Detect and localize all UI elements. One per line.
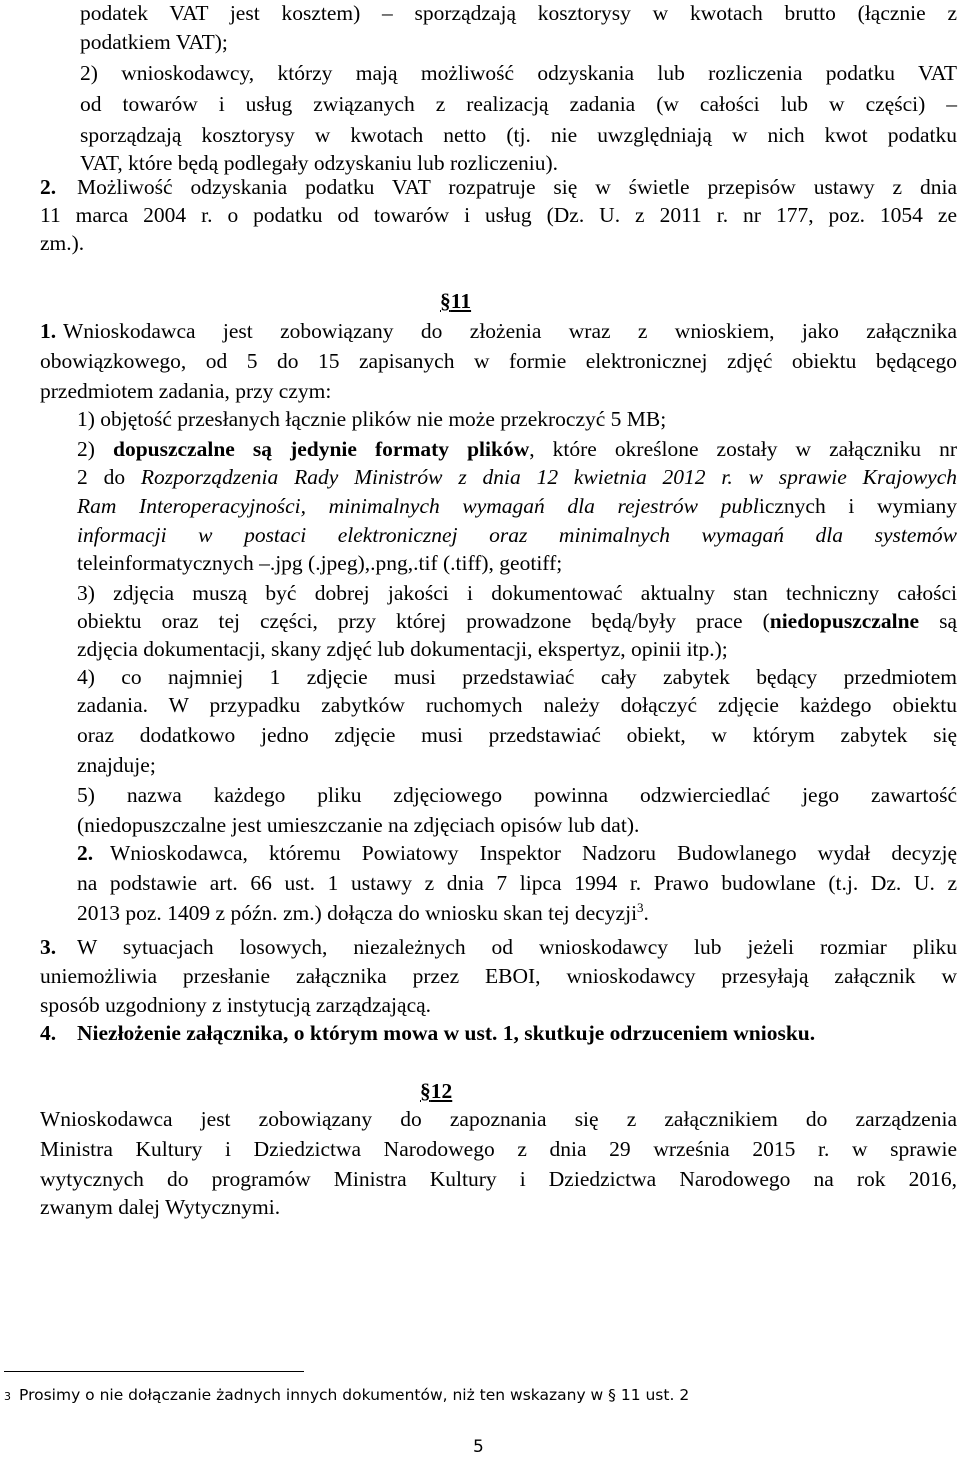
intro-p2-line-1: Możliwość odzyskania podatku VAT rozpatruje się w świetle przepisów ustawy z dnia (77, 175, 957, 199)
section-12-heading: §12 (420, 1079, 453, 1103)
s11-item-2-prefix: 2) (77, 437, 113, 461)
s11-p4-number: 4. (40, 1021, 57, 1045)
s11-p3-line-2: uniemożliwia przesłanie załącznika przez EBOI, wnioskodawcy przesyłają załącznik w (40, 964, 957, 988)
s11-item-2-l2-italic: Rozporządzenia Rady Ministrów z dnia 12 kwietnia 2012 r. w sprawie Krajowych (140, 465, 958, 489)
s11-p3-line-1: W sytuacjach losowych, niezależnych od wnioskodawcy lub jeżeli rozmiar pliku (77, 935, 957, 959)
s11-item-2-line-4: informacji w postaci elektronicznej oraz minimalnych wymagań dla systemów (77, 523, 957, 547)
intro-p2-number: 2. (40, 175, 57, 199)
footnote (4, 1384, 689, 1406)
footnote-ref-3: 3 (637, 900, 644, 915)
s11-item-3-l2-a: obiektu oraz tej części, przy której prowadzone będą/były prace ( (77, 609, 770, 633)
s11-p2-line-1: Wnioskodawca, któremu Powiatowy Inspektor Nadzoru Budowlanego wydał decyzję (110, 841, 957, 865)
s11-item-3-l2-c: są (919, 609, 957, 633)
page-number: 5 (473, 1437, 484, 1457)
s11-item-2-line-1 (77, 434, 957, 464)
intro-line-5: sporządzają kosztorysy w kwotach netto (tj. nie uwzględniają w nich kwot podatku (80, 123, 957, 147)
intro-p2-line-2: 11 marca 2004 r. o podatku od towarów i usług (Dz. U. z 2011 r. nr 177, poz. 1054 ze (40, 203, 957, 227)
s11-item-4-line-1: 4) co najmniej 1 zdjęcie musi przedstawiać cały zabytek będący przedmiotem (77, 665, 957, 689)
s12-line-2: Ministra Kultury i Dziedzictwa Narodowego z dnia 29 września 2015 r. w sprawie (40, 1137, 957, 1161)
footnote-text: Prosimy o nie dołączanie żadnych innych dokumentów, niż ten wskazany w § 11 ust. 2 (19, 1386, 690, 1404)
intro-line-1: podatek VAT jest kosztem) – sporządzają kosztorysy w kwotach brutto (łącznie z (80, 1, 957, 25)
intro-line-6: VAT, które będą podlegały odzyskaniu lub rozliczeniu). (80, 151, 559, 175)
intro-line-3: 2) wnioskodawcy, którzy mają możliwość odzyskania lub rozliczenia podatku VAT (80, 61, 957, 85)
footnote-mark: 3 (4, 1390, 11, 1403)
s11-item-3-line-1: 3) zdjęcia muszą być dobrej jakości i dokumentować aktualny stan techniczny całości (77, 581, 957, 605)
s11-item-4-line-4: znajduje; (77, 753, 156, 777)
s12-line-3: wytycznych do programów Ministra Kultury i Dziedzictwa Narodowego na rok 2016, (40, 1167, 957, 1191)
s11-item-2-line-5: teleinformatycznych –.jpg (.jpeg),.png,.tif (.tiff), geotiff; (77, 551, 563, 575)
s11-p3-number: 3. (40, 935, 57, 959)
s11-p1-line-3: przedmiotem zadania, przy czym: (40, 379, 332, 403)
s11-p2-line-2: na podstawie art. 66 ust. 1 ustawy z dnia 7 lipca 1994 r. Prawo budowlane (t.j. Dz. U. z (77, 871, 957, 895)
s11-p2-line-3-end: . (643, 901, 649, 925)
s11-item-3-line-3: zdjęcia dokumentacji, skany zdjęć lub dokumentacji, ekspertyz, opinii itp.); (77, 637, 728, 661)
s11-p1-line-1: Wnioskodawca jest zobowiązany do złożenia wraz z wnioskiem, jako załącznika (63, 319, 957, 343)
s11-item-2-line-3 (77, 491, 957, 521)
s11-p2-number: 2. (77, 841, 94, 865)
s11-item-1: 1) objętość przesłanych łącznie plików nie może przekroczyć 5 MB; (77, 407, 667, 431)
section-11-heading: §11 (440, 289, 472, 313)
s11-item-2-l3-rest: icznych i wymiany (758, 494, 957, 518)
s11-item-5-line-2: (niedopuszczalne jest umieszczanie na zdjęciach opisów lub dat). (77, 813, 640, 837)
intro-line-4: od towarów i usług związanych z realizacją zadania (w całości lub w części) – (80, 92, 957, 116)
s11-p1-number: 1. (40, 319, 57, 343)
s11-item-3-line-2 (77, 606, 957, 636)
s11-item-2-rest: , które określone zostały w załączniku nr (529, 437, 957, 461)
section-11-number: 11 (450, 289, 472, 313)
s11-item-4-line-3: oraz dodatkowo jedno zdjęcie musi przedstawiać obiekt, w którym zabytek się (77, 723, 957, 747)
s11-p2-line-3 (77, 898, 649, 928)
s11-item-5-line-1: 5) nazwa każdego pliku zdjęciowego powinna odzwierciedlać jego zawartość (77, 783, 957, 807)
s11-item-2-l3-italic: Ram Interoperacyjności, minimalnych wymagań dla rejestrów publ (77, 494, 759, 518)
s12-line-1: Wnioskodawca jest zobowiązany do zapoznania się z załącznikiem do zarządzenia (40, 1107, 957, 1131)
s11-item-2-l2-prefix: 2 do (77, 465, 141, 489)
s12-line-4: zwanym dalej Wytycznymi. (40, 1195, 281, 1219)
footnote-separator (4, 1371, 304, 1372)
s11-p1-line-2: obowiązkowego, od 5 do 15 zapisanych w formie elektronicznej zdjęć obiektu będącego (40, 349, 957, 373)
s11-item-2-line-2 (77, 462, 957, 492)
s11-item-3-l2-bold: niedopuszczalne (769, 609, 920, 633)
s11-item-4-line-2: zadania. W przypadku zabytków ruchomych należy dołączyć zdjęcie każdego obiektu (77, 693, 957, 717)
section-12-number: 12 (430, 1079, 453, 1103)
s11-p2-line-3-text: 2013 poz. 1409 z późn. zm.) dołącza do wniosku skan tej decyzji (77, 901, 638, 925)
s11-item-2-bold: dopuszczalne są jedynie formaty plików (112, 437, 530, 461)
s11-p3-line-3: sposób uzgodniony z instytucją zarządzającą. (40, 993, 432, 1017)
s11-p4-text: Niezłożenie załącznika, o którym mowa w ust. 1, skutkuje odrzuceniem wniosku. (77, 1021, 816, 1045)
intro-p2-line-3: zm.). (40, 231, 85, 255)
intro-line-2: podatkiem VAT); (80, 30, 228, 54)
